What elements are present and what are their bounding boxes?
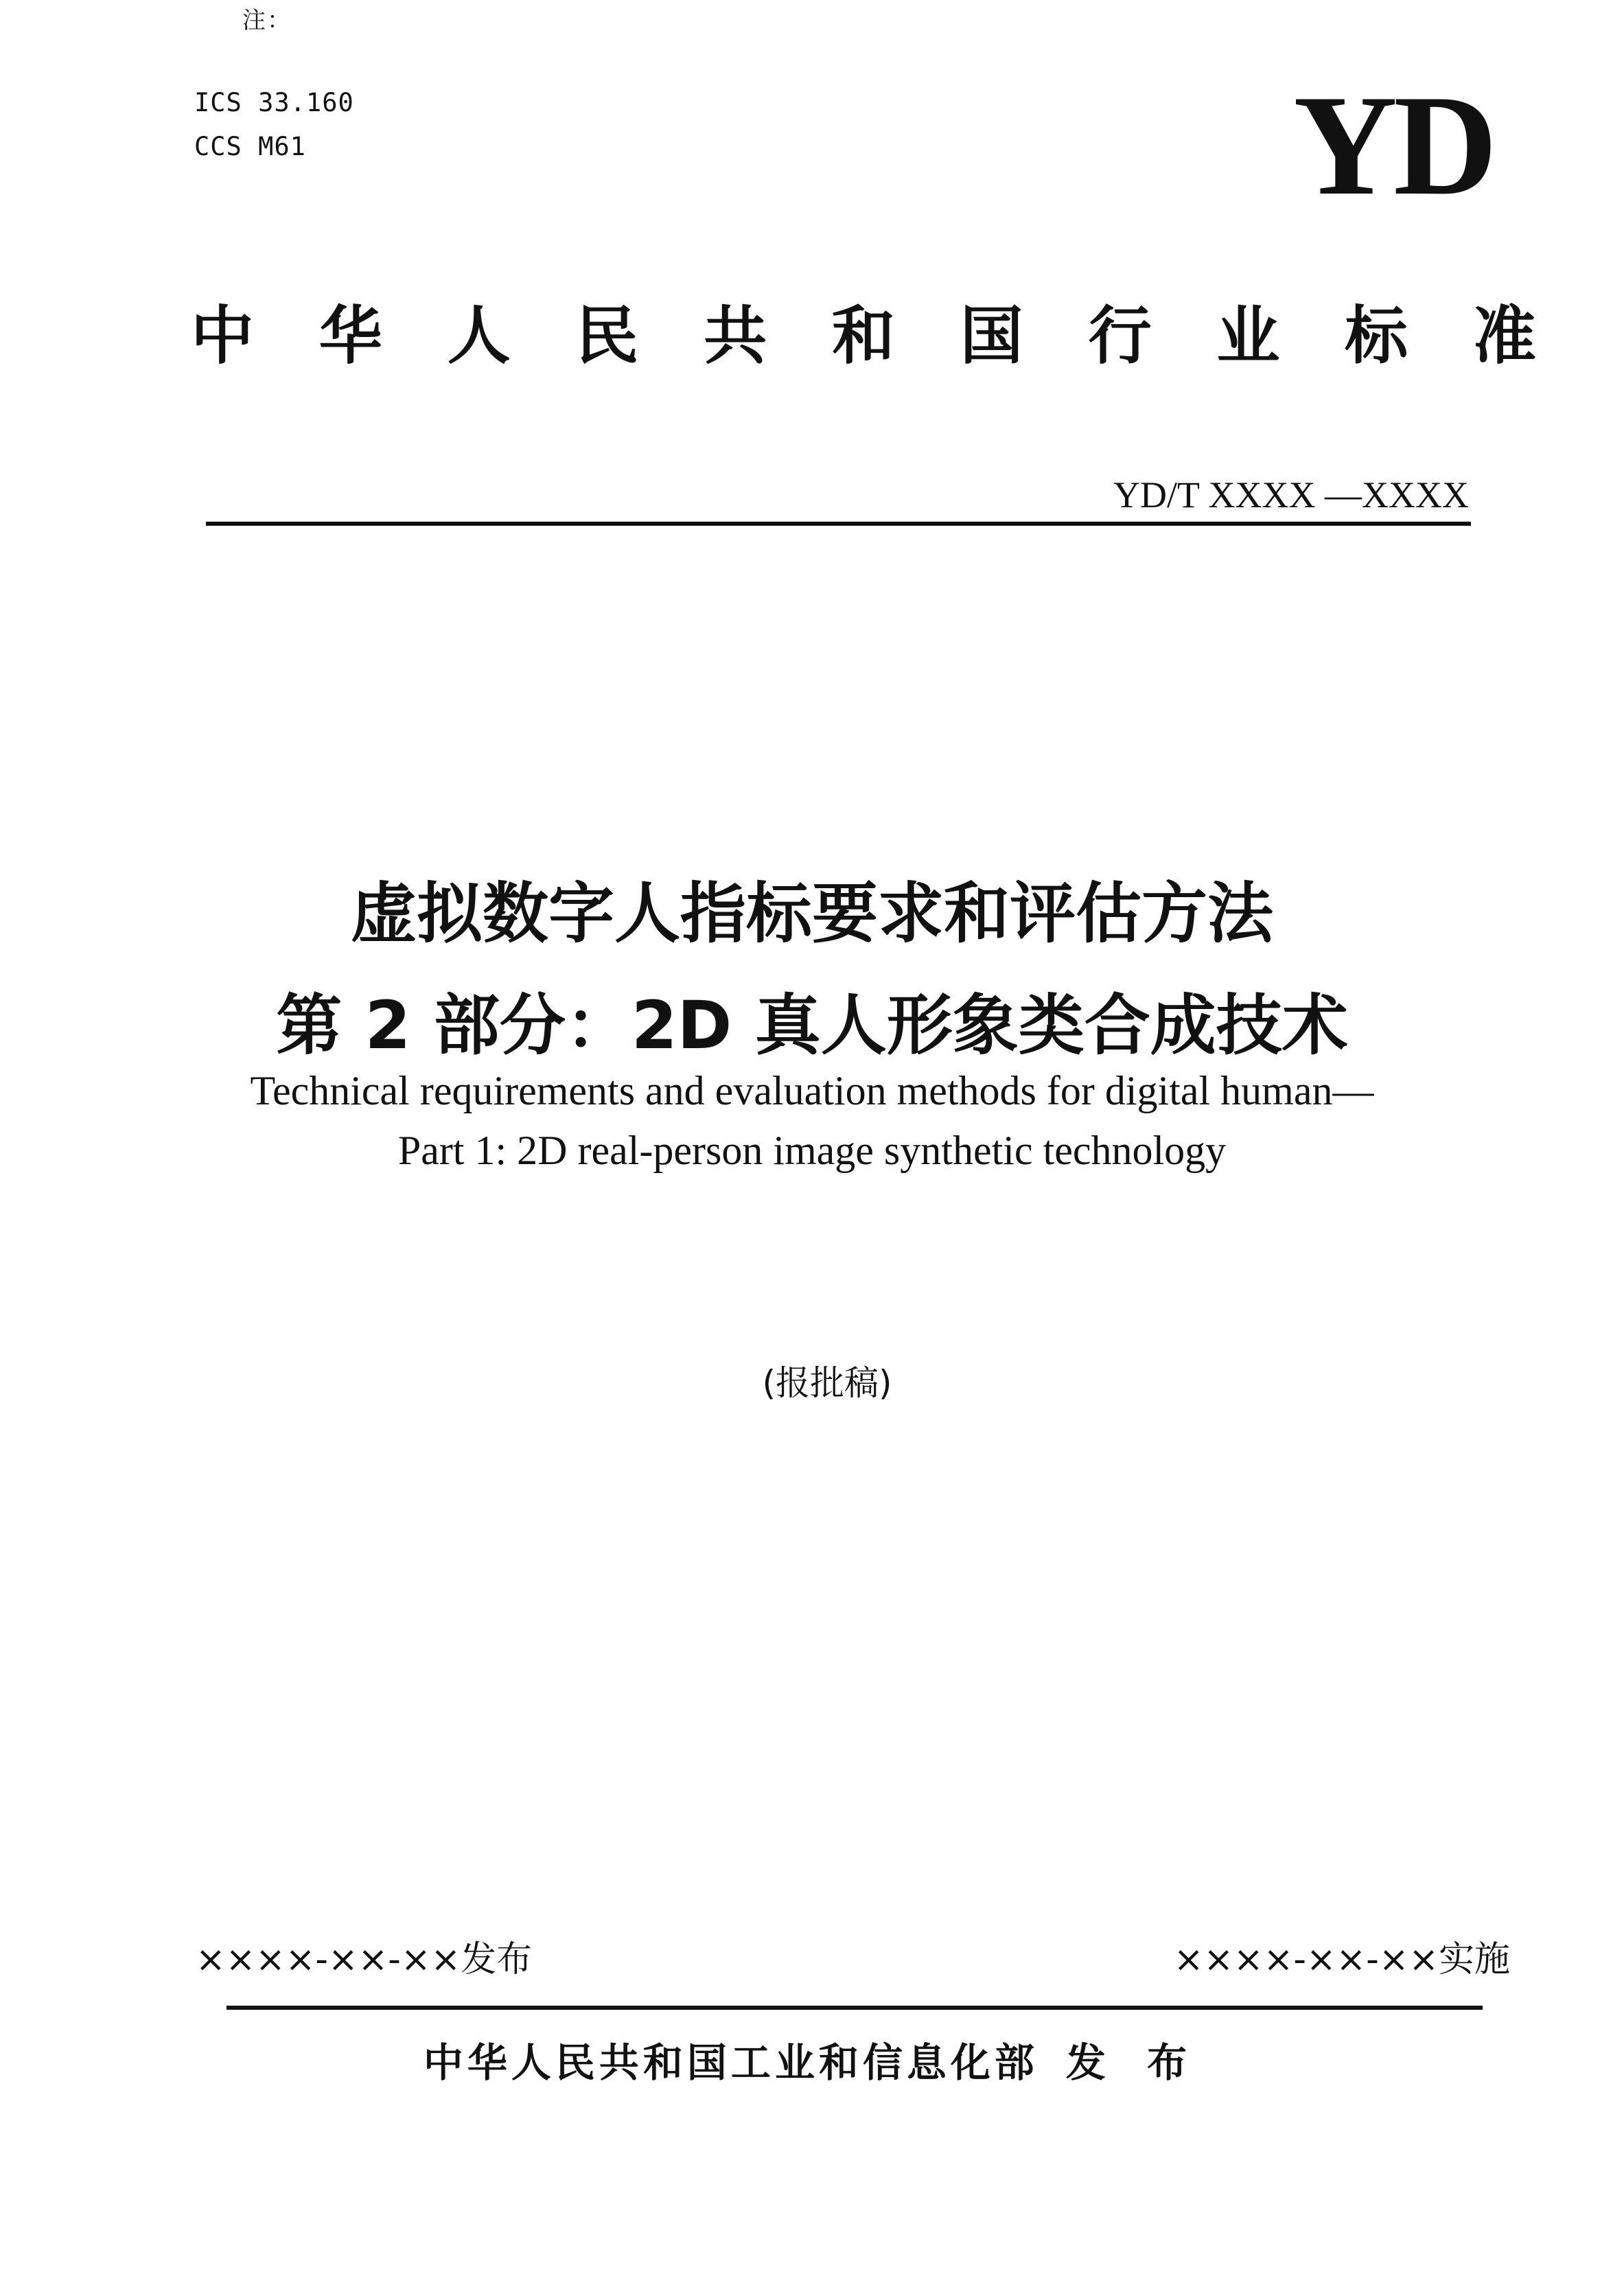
title-cn-line2: 第 2 部分：2D 真人形象类合成技术 (276, 987, 1348, 1064)
publisher-label: 发 布 (1065, 2039, 1201, 2086)
standard-type-char: 行 (1088, 299, 1152, 373)
standard-type-char: 华 (318, 299, 382, 373)
title-en-line1: Technical requirements and evaluation methods for digital human— (250, 1068, 1374, 1113)
footer-divider (227, 2006, 1483, 2010)
ics-code: ICS 33.160 (194, 88, 354, 117)
standard-type-char: 标 (1345, 299, 1408, 373)
publish-date: ××××-××-××发布 (196, 1939, 533, 1980)
implement-date: ××××-××-××实施 (1173, 1939, 1510, 1980)
yd-logo (1215, 76, 1572, 213)
standard-type-heading (191, 295, 1536, 378)
standard-type-char: 业 (1216, 299, 1280, 373)
standard-code: YD/T XXXX —XXXX (1113, 474, 1469, 515)
publisher-line (0, 2030, 1624, 2088)
standard-type-char: 准 (1472, 299, 1536, 373)
standard-type-char: 人 (447, 299, 511, 373)
title-en-line2: Part 1: 2D real-person image synthetic technology (397, 1128, 1227, 1173)
standard-type-char: 国 (960, 299, 1023, 373)
ccs-code: CCS M61 (194, 132, 306, 161)
note-label: 注： (242, 7, 292, 34)
standard-type-char: 民 (575, 299, 639, 373)
publisher-name: 中华人民共和国工业和信息化部 (423, 2039, 1039, 2086)
header-divider (206, 522, 1471, 526)
standard-type-char: 共 (704, 299, 767, 373)
title-cn-line1: 虚拟数字人指标要求和评估方法 (351, 875, 1273, 952)
standard-type-char: 中 (191, 299, 255, 373)
standard-type-char: 和 (831, 299, 895, 373)
classification-codes (194, 81, 354, 169)
draft-status: (报批稿) (762, 1363, 892, 1403)
yd-logo-text: YD (1293, 76, 1494, 213)
